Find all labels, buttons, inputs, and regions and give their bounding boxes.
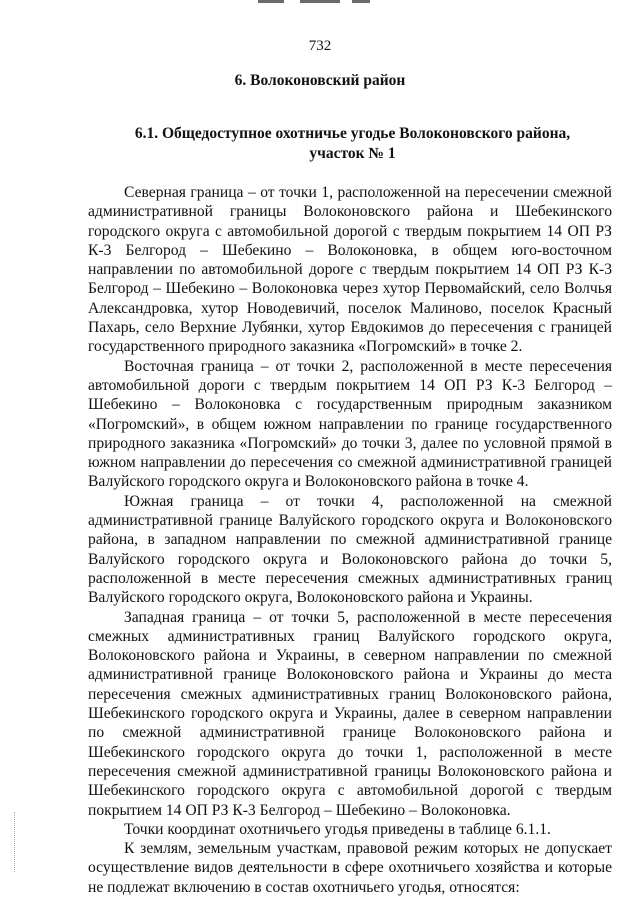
page-number: 732 (308, 38, 332, 54)
scan-artifact-margin-line (14, 812, 16, 872)
scan-artifact-mark (300, 0, 340, 3)
paragraph-south-border: Южная граница – от точки 4, расположенной на смежной административной границе Валуйского городского округа и Волоконовского района, в западном направлении по смежной административной границе Валуйского городского округа и Волоконовского района до точки 5, расположенной в месте пересечения смежных административных границ Валуйского городского округа, Волоконовского района и Украины. (88, 492, 612, 607)
paragraph-north-border: Северная граница – от точки 1, расположенной на пересечении смежной административной границы Волоконовского района и Шебекинского городского округа с автомобильной дорогой с твердым покрытием 14 ОП РЗ К-3 Белгород – Шебекино – Волоконовка, в общем юго-восточном направлении по автомобильной дороге с твердым покрытием 14 ОП РЗ К-3 Белгород – Шебекино – Волоконовка через хутор Первомайский, село Волчья Александровка, хутор Новодевичий, поселок Малиново, поселок Красный Пахарь, село Верхние Лубянки, хутор Евдокимов до пересечения с границей государственного природного заказника «Погромский» в точке 2. (88, 184, 612, 356)
paragraph-coordinates-note: Точки координат охотничьего угодья приведены в таблице 6.1.1. (124, 820, 551, 838)
body-text (88, 183, 612, 897)
scan-artifact-mark (352, 0, 370, 3)
paragraph-excluded-lands: К землям, земельным участкам, правовой режим которых не допускает осуществление видов деятельности в сфере охотничьего хозяйства и которые не подлежат включению в состав охотничьего угодья, относятся: (88, 840, 612, 896)
paragraph-west-border: Западная граница – от точки 5, расположенной в месте пересечения смежных административных границ Валуйского городского округа, Волоконовского района и Украины, в северном направлении по смежной административной границе Волоконовского района и Украины до места пересечения смежных административных границ Волоконовского района, Шебекинского городского округа и Украины, далее в северном направлении по смежной административной границе Волоконовского района и Шебекинского городского округа до точки 1, расположенной в месте пересечения смежной административной границы Волоконовского района и Шебекинского городского округа с автомобильной дорогой с твердым покрытием 14 ОП РЗ К-3 Белгород – Шебекино – Волоконовка. (88, 608, 612, 819)
subsection-title-line-2: участок № 1 (309, 145, 396, 162)
subsection-title-line-1: 6.1. Общедоступное охотничье угодье Волоконовского района, (134, 125, 571, 142)
paragraph-east-border: Восточная граница – от точки 2, расположенной в месте пересечения автомобильной дороги с твердым покрытием 14 ОП РЗ К-3 Белгород – Шебекино – Волоконовка с государственным природным заказником «Погромский», в общем южном направлении по границе государственного природного заказника «Погромский» до точки 3, далее по условной прямой в южном направлении до пересечения со смежной административной границей Валуйского городского округа и Волоконовского района в точке 4. (88, 357, 612, 491)
section-title: 6. Волоконовский район (234, 72, 406, 89)
scan-artifact-mark (258, 0, 284, 3)
subsection-title (80, 124, 625, 164)
